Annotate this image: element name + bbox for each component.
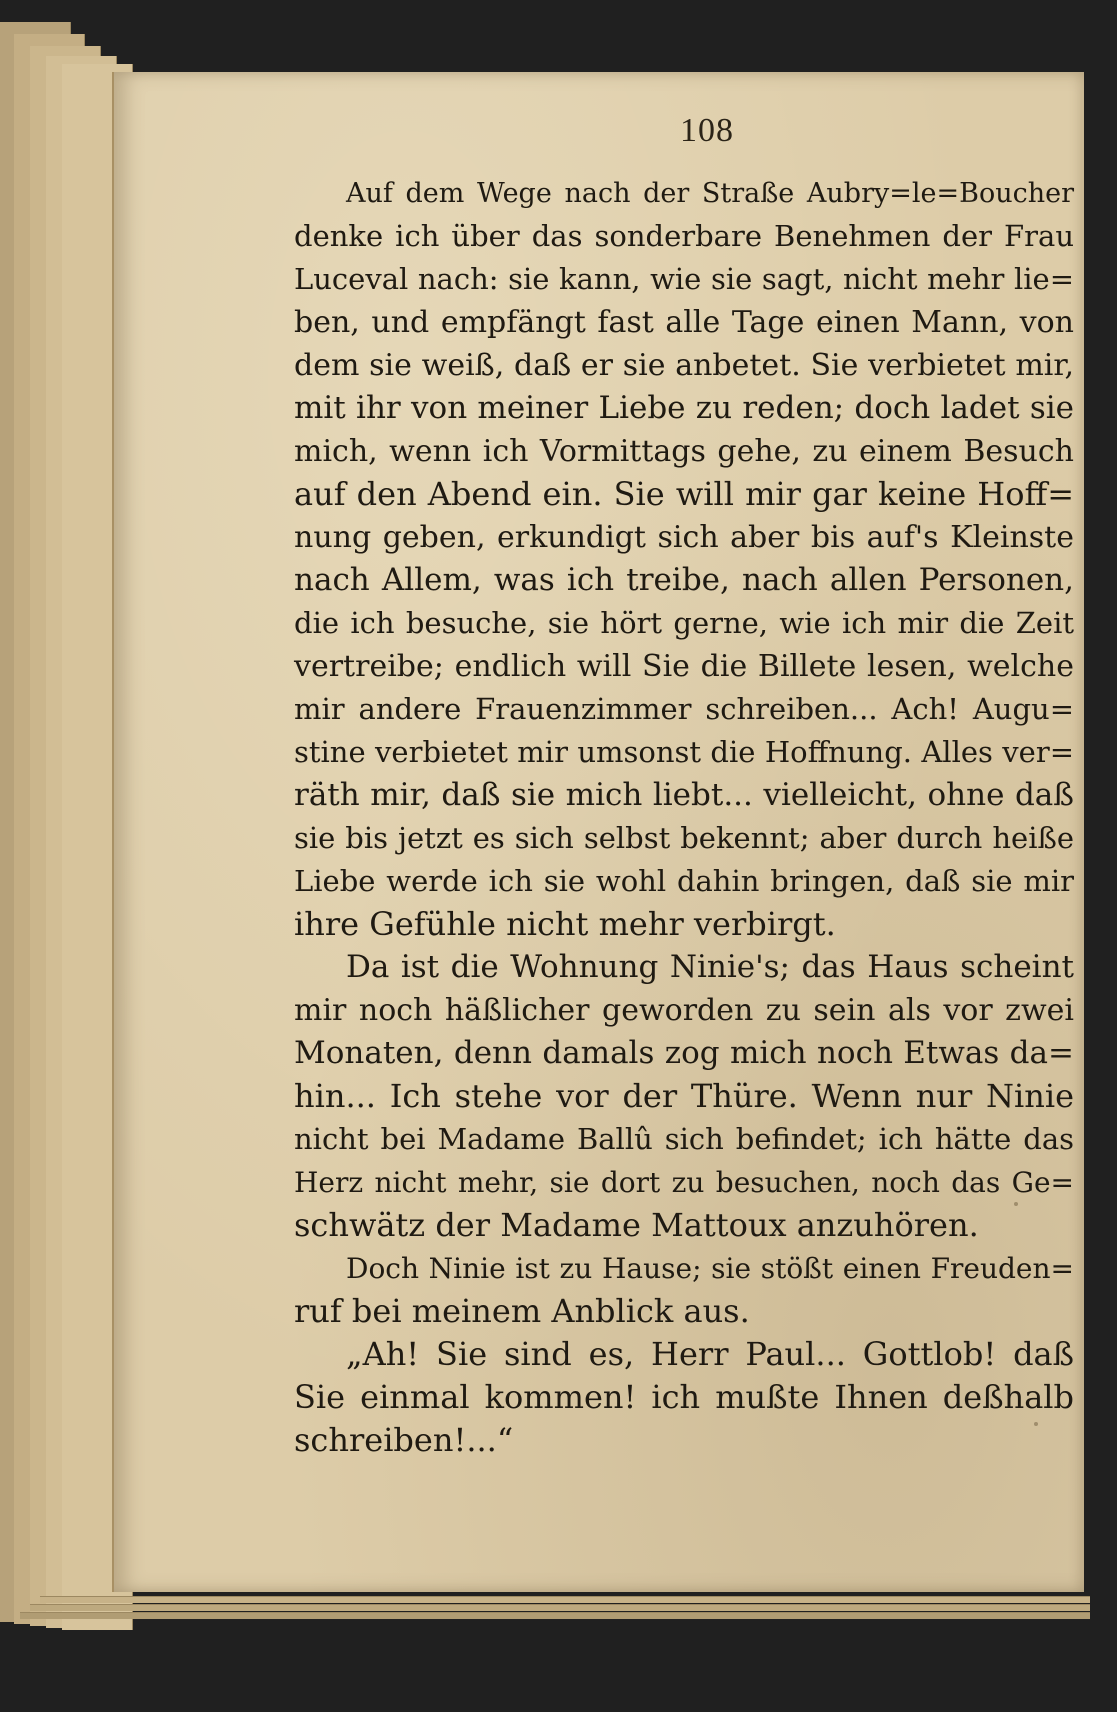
body-text (294, 172, 1074, 1462)
text-line: dem sie weiß, daß er sie anbetet. Sie verbietet mir, (294, 348, 1074, 383)
text-line: nach Allem, was ich treibe, nach allen Personen, (294, 562, 1074, 598)
text-line: mir andere Frauenzimmer schreiben... Ach! Augu= (294, 692, 1074, 726)
text-line: Herz nicht mehr, sie dort zu besuchen, noch das Ge= (294, 1166, 1074, 1199)
text-line: nicht bei Madame Ballû sich befindet; ich hätte das (294, 1122, 1074, 1156)
text-line: Monaten, denn damals zog mich noch Etwas da= (294, 1035, 1074, 1071)
text-line: Sie einmal kommen! ich mußte Ihnen deßhalb (294, 1378, 1074, 1416)
text-line: stine verbietet mir umsonst die Hoffnung. Alles ver= (294, 735, 1074, 769)
text-line: Auf dem Wege nach der Straße Aubry=le=Boucher (346, 178, 1074, 209)
text-line: Luceval nach: sie kann, wie sie sagt, nicht mehr lie= (294, 262, 1074, 296)
text-line: ben, und empfängt fast alle Tage einen Mann, von (294, 305, 1074, 340)
text-line: mit ihr von meiner Liebe zu reden; doch ladet sie (294, 390, 1074, 426)
text-line: mich, wenn ich Vormittags gehe, zu einem Besuch (294, 434, 1074, 469)
paper-speck (1034, 1422, 1038, 1426)
text-line: denke ich über das sonderbare Benehmen der Frau (294, 219, 1074, 253)
bottom-page-edge (40, 1596, 1090, 1603)
text-line: hin... Ich stehe vor der Thüre. Wenn nur Ninie (294, 1077, 1074, 1115)
text-line: ihre Gefühle nicht mehr verbirgt. (294, 905, 836, 943)
text-line: sie bis jetzt es sich selbst bekennt; aber durch heiße (294, 821, 1074, 855)
text-line: die ich besuche, sie hört gerne, wie ich mir die Zeit (294, 606, 1074, 640)
text-line: Doch Ninie ist zu Hause; sie stößt einen Freuden= (346, 1252, 1074, 1285)
text-line: „Ah! Sie sind es, Herr Paul... Gottlob! daß (346, 1335, 1074, 1373)
text-line: ruf bei meinem Anblick aus. (294, 1292, 750, 1330)
text-line: nung geben, erkundigt sich aber bis auf's Kleinste (294, 520, 1074, 555)
bottom-page-edge (30, 1604, 1090, 1611)
text-line: Da ist die Wohnung Ninie's; das Haus scheint (346, 949, 1074, 985)
text-line: räth mir, daß sie mich liebt... vielleicht, ohne daß (294, 777, 1074, 813)
page-number: 108 (680, 112, 734, 149)
text-line: mir noch häßlicher geworden zu sein als vor zwei (294, 993, 1074, 1028)
text-line: schreiben!...“ (294, 1421, 514, 1459)
paper-speck (1014, 1202, 1018, 1206)
bottom-page-edge (20, 1612, 1090, 1619)
text-line: vertreibe; endlich will Sie die Billete lesen, welche (294, 649, 1074, 684)
text-line: schwätz der Madame Mattoux anzuhören. (294, 1206, 979, 1244)
text-line: auf den Abend ein. Sie will mir gar keine Hoff= (294, 475, 1074, 513)
book-page (112, 72, 1084, 1592)
text-line: Liebe werde ich sie wohl dahin bringen, daß sie mir (294, 864, 1074, 898)
